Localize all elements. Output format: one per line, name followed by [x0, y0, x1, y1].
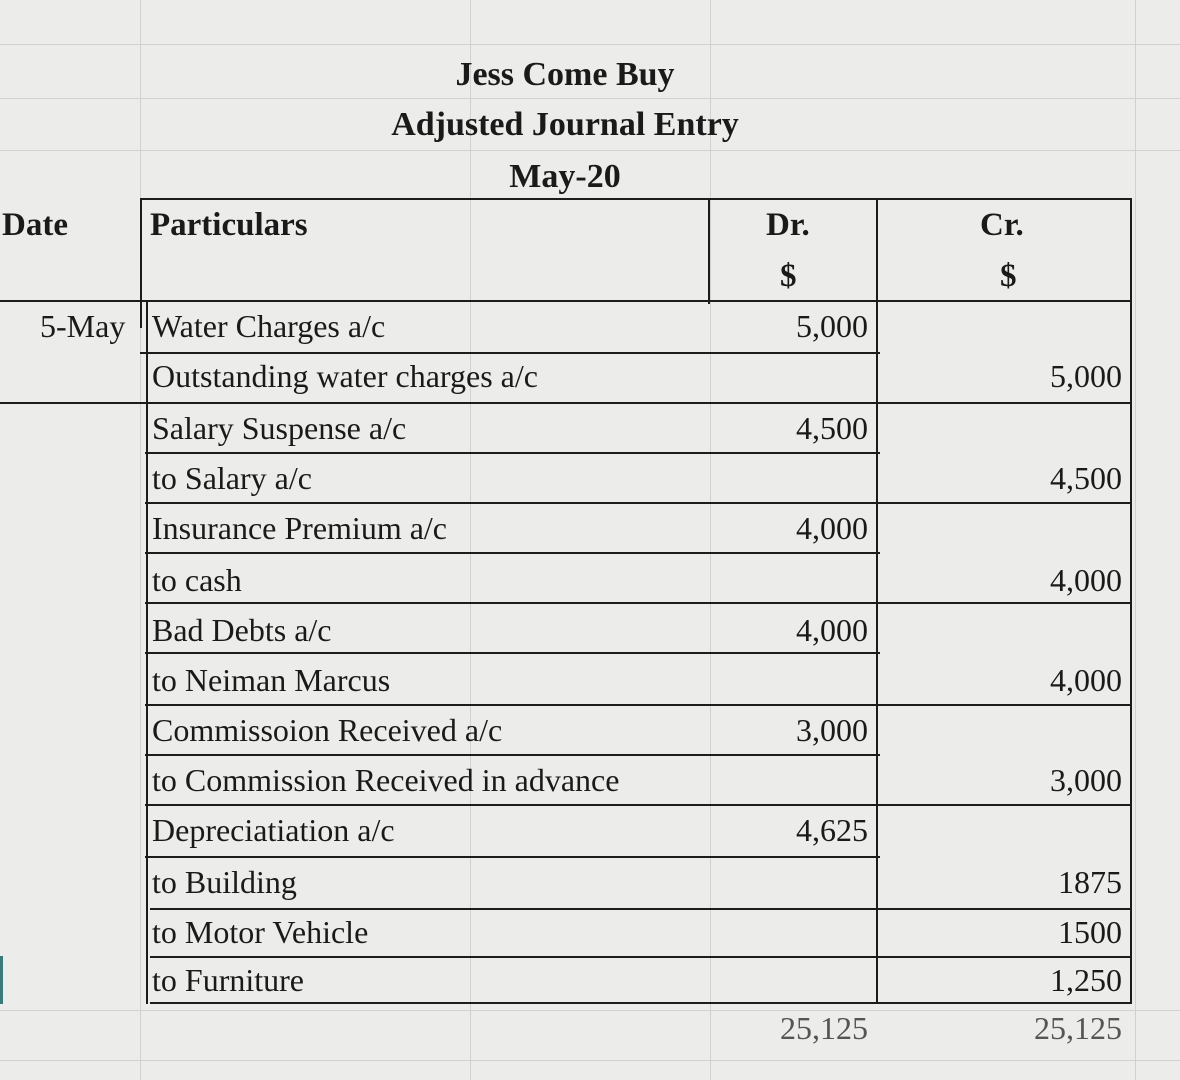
gridline [0, 98, 1180, 99]
table-border [145, 602, 1132, 604]
report-title: Adjusted Journal Entry [391, 106, 739, 143]
entry-credit: 1500 [1058, 914, 1122, 950]
table-border [146, 300, 148, 1004]
date-header: Date [2, 207, 68, 243]
entry-credit: 5,000 [1050, 358, 1122, 394]
entry-particulars: Water Charges a/c [152, 308, 386, 344]
gridline [0, 150, 1180, 151]
entry-particulars: to cash [152, 562, 242, 598]
table-border [150, 1002, 1132, 1004]
table-border [0, 300, 1132, 302]
table-border [140, 352, 880, 354]
cr-header: Cr. [980, 207, 1024, 243]
table-border [0, 402, 1132, 404]
table-border [145, 754, 880, 756]
entry-particulars: to Furniture [152, 962, 304, 998]
gridline [140, 0, 141, 1080]
entry-credit: 4,000 [1050, 662, 1122, 698]
dr-header: Dr. [766, 207, 810, 243]
entry-particulars: Outstanding water charges a/c [152, 358, 538, 394]
entry-debit: 3,000 [796, 712, 868, 748]
particulars-header: Particulars [150, 207, 308, 243]
entry-particulars: Bad Debts a/c [152, 612, 332, 648]
entry-particulars: Salary Suspense a/c [152, 410, 407, 446]
table-border [140, 198, 142, 328]
table-border [145, 452, 880, 454]
cr-currency: $ [1000, 258, 1017, 294]
entry-particulars: to Motor Vehicle [152, 914, 369, 950]
entry-credit: 4,000 [1050, 562, 1122, 598]
entry-debit: 4,500 [796, 410, 868, 446]
gridline [0, 44, 1180, 45]
entry-particulars: to Building [152, 864, 297, 900]
total-cr: 25,125 [1034, 1010, 1122, 1046]
entry-debit: 4,000 [796, 510, 868, 546]
table-border [876, 198, 878, 1004]
entry-particulars: Commissoion Received a/c [152, 712, 503, 748]
cell-marker [0, 956, 3, 1004]
gridline [0, 1060, 1180, 1061]
table-border [145, 552, 880, 554]
entry-credit: 1,250 [1050, 962, 1122, 998]
table-border [1130, 198, 1132, 1004]
entry-credit: 4,500 [1050, 460, 1122, 496]
table-border [145, 804, 1132, 806]
table-border [145, 502, 1132, 504]
entry-particulars: to Neiman Marcus [152, 662, 391, 698]
total-dr: 25,125 [780, 1010, 868, 1046]
entry-credit: 3,000 [1050, 762, 1122, 798]
gridline [1135, 0, 1136, 1080]
entry-particulars: Depreciatiation a/c [152, 812, 395, 848]
table-border [145, 856, 880, 858]
table-border [140, 198, 1132, 200]
entry-debit: 4,625 [796, 812, 868, 848]
table-border [145, 704, 1132, 706]
table-border [150, 956, 1132, 958]
table-border [145, 652, 880, 654]
entry-debit: 4,000 [796, 612, 868, 648]
entry-particulars: Insurance Premium a/c [152, 510, 447, 546]
report-period: May-20 [509, 158, 621, 195]
entry-particulars: to Commission Received in advance [152, 762, 620, 798]
entry-date: 5-May [40, 308, 126, 344]
entry-debit: 5,000 [796, 308, 868, 344]
company-name: Jess Come Buy [455, 56, 675, 93]
entry-credit: 1875 [1058, 864, 1122, 900]
entry-particulars: to Salary a/c [152, 460, 312, 496]
table-border [150, 908, 1132, 910]
table-border [708, 198, 710, 304]
dr-currency: $ [780, 258, 797, 294]
